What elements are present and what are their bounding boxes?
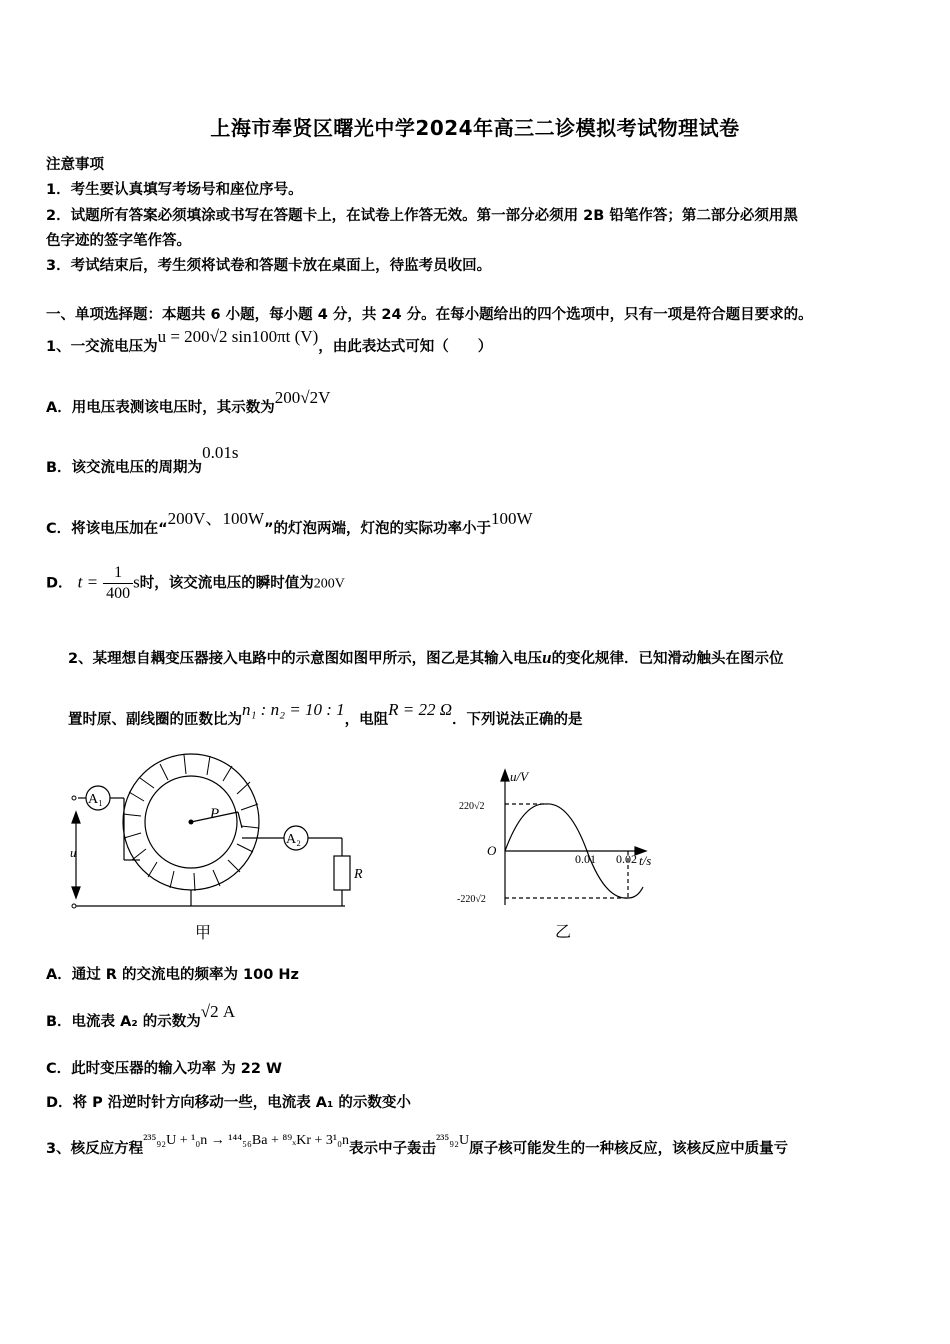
- page-title: 上海市奉贤区曙光中学2024年高三二诊模拟考试物理试卷: [210, 116, 740, 140]
- q1-suffix: ，由此表达式可知（ ）: [318, 339, 493, 355]
- q2-option-d: D．将 P 沿逆时针方向移动一些，电流表 A₁ 的示数变小: [46, 1095, 411, 1111]
- resistor-r: [334, 856, 350, 890]
- q2-line1-end: 的变化规律．已知滑动触头在图示位: [551, 651, 784, 667]
- section-1-heading: 一、单项选择题：本题共 6 小题，每小题 4 分，共 24 分。在每小题给出的四个选项中，只有一项是符合题目要求的。: [46, 307, 813, 323]
- question-3-stem: [46, 1133, 789, 1158]
- label-p: P: [210, 806, 220, 822]
- q3-equation: ²³⁵₉₂U + ¹₀n → ¹⁴⁴₅₆Ba + ⁸⁹ₓKr + 3¹₀n: [143, 1133, 349, 1148]
- q2-line1: 2、某理想自耦变压器接入电路中的示意图如图甲所示，图乙是其输入电压: [68, 651, 543, 667]
- notice-heading: 注意事项: [46, 157, 104, 173]
- q1-prefix: 1、一交流电压为: [46, 339, 158, 355]
- notice-item-1: 1．考生要认真填写考场号和座位序号。: [46, 182, 303, 198]
- question-2-stem-line2: [68, 700, 583, 729]
- label-a1: A₁: [88, 792, 103, 807]
- question-2-stem-line1: [68, 647, 784, 668]
- caption-jia: 甲: [195, 925, 212, 942]
- notice-item-2a: 2．试题所有答案必须填涂或书写在答题卡上，在试卷上作答无效。第一部分必须用 2B 铅笔作答；第二部分必须用黑: [46, 208, 798, 224]
- q1-a-text: A．用电压表测该电压时，其示数为: [46, 400, 275, 416]
- q3-suffix: 原子核可能发生的一种核反应，该核反应中质量亏: [469, 1141, 789, 1157]
- q2-option-a: A．通过 R 的交流电的频率为 100 Hz: [46, 967, 299, 983]
- label-a2: A₂: [286, 832, 301, 847]
- label-r: R: [354, 867, 363, 882]
- q1-d-label: D．: [46, 575, 73, 592]
- x-axis-label: t/s: [639, 853, 652, 868]
- q2-var-u: u: [542, 648, 552, 667]
- q2-resistance: R = 22 Ω: [388, 700, 453, 719]
- ymin-label: -220√2: [457, 894, 486, 905]
- q2-line2a: 置时原、副线圈的匝数比为: [68, 712, 242, 728]
- q1-c-value2: 100W: [491, 509, 533, 528]
- q2-option-b: [46, 1002, 236, 1031]
- q1-option-a: [46, 388, 331, 417]
- figure-jia-circuit: [60, 760, 363, 942]
- q2-b-text: B．电流表 A₂ 的示数为: [46, 1014, 201, 1030]
- q1-option-b: [46, 443, 239, 477]
- q3-prefix: 3、核反应方程: [46, 1141, 144, 1157]
- q1-d-t: t =: [77, 572, 99, 592]
- q1-a-value: 200√2V: [274, 388, 331, 407]
- q2-b-value: √2 A: [200, 1002, 236, 1021]
- y-axis-label: u/V: [510, 769, 529, 784]
- q1-option-d: [46, 563, 345, 604]
- q2-option-c: C．此时变压器的输入功率 为 22 W: [46, 1061, 282, 1077]
- q1-d-unit: s: [133, 572, 140, 592]
- q1-d-value: 200V: [313, 576, 345, 592]
- q1-d-num: 1: [103, 563, 133, 584]
- tick-0-02: 0.02: [616, 852, 637, 866]
- q1-option-c: [46, 509, 533, 538]
- question-1-stem: [46, 327, 493, 356]
- q2-ratio: n₁ : n₂ = 10 : 1: [242, 700, 345, 719]
- ymax-label: 220√2: [459, 801, 485, 812]
- notice-item-2b: 色字迹的签字笔作答。: [46, 233, 191, 249]
- notice-item-3: 3．考试结束后，考生须将试卷和答题卡放在桌面上，待监考员收回。: [46, 258, 492, 274]
- q1-d-fraction: [103, 563, 133, 604]
- q1-c-value1: 200V、100W: [167, 509, 264, 528]
- caption-yi: 乙: [555, 924, 572, 941]
- label-u: u: [70, 845, 77, 860]
- q1-c-text1: C．将该电压加在“: [46, 521, 168, 537]
- q2-line2c: ．下列说法正确的是: [452, 712, 583, 728]
- q1-formula: u = 200√2 sin100πt (V): [157, 327, 319, 346]
- q1-c-text2: ”的灯泡两端，灯泡的实际功率小于: [264, 521, 492, 537]
- q1-d-den: 400: [106, 585, 131, 602]
- origin-label: O: [487, 843, 497, 858]
- q3-nucleus: ²³⁵₉₂U: [435, 1133, 470, 1148]
- tick-0-01: 0.01: [575, 852, 596, 866]
- q3-middle: 表示中子轰击: [348, 1141, 436, 1157]
- q1-b-value: 0.01s: [202, 443, 239, 462]
- figure-yi-graph: [455, 765, 675, 940]
- q1-b-text: B．该交流电压的周期为: [46, 460, 203, 476]
- q2-line2b: ，电阻: [344, 712, 389, 728]
- q1-d-text: 时，该交流电压的瞬时值为: [139, 575, 314, 592]
